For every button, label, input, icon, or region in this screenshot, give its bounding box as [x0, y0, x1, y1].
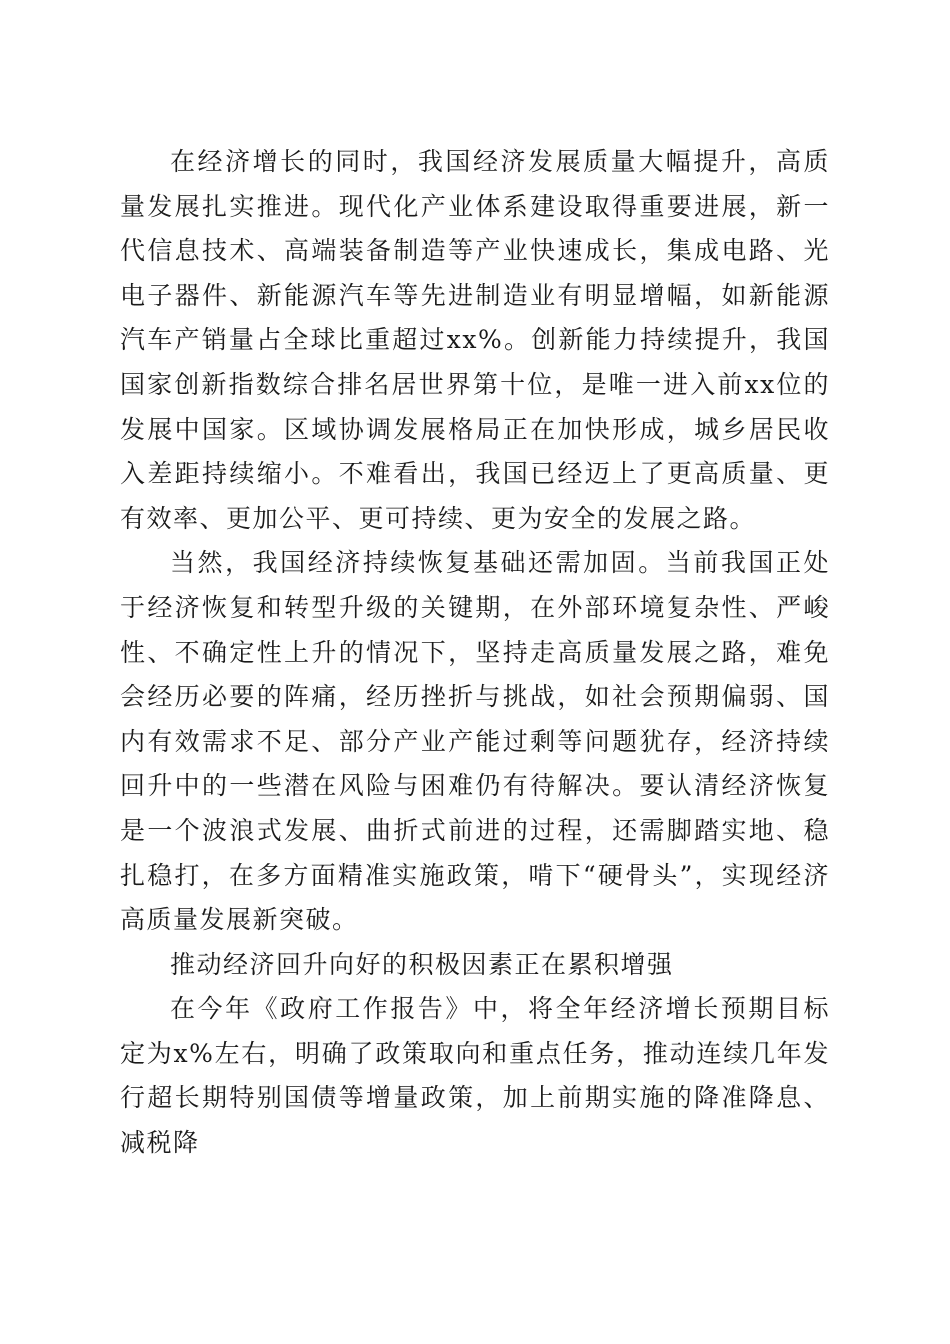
- paragraph-recovery-foundation: 当然，我国经济持续恢复基础还需加固。当前我国正处于经济恢复和转型升级的关键期，在外部环境复杂性、严峻性、不确定性上升的情况下，坚持走高质量发展之路，难免会经历必要的阵痛，经历挫折与挑战，如社会预期偏弱、国内有效需求不足、部分产业产能过剩等问题犹存，经济持续回升中的一些潜在风险与困难仍有待解决。要认清经济恢复是一个波浪式发展、曲折式前进的过程，还需脚踏实地、稳扎稳打，在多方面精准实施政策，啃下“硬骨头”，实现经济高质量发展新突破。: [120, 548, 830, 935]
- document-body: [120, 140, 830, 1166]
- paragraph-government-report: 在今年《政府工作报告》中，将全年经济增长预期目标定为x%左右，明确了政策取向和重点任务，推动连续几年发行超长期特别国债等增量政策，加上前期实施的降准降息、减税降: [120, 994, 830, 1158]
- paragraph-development-quality: 在经济增长的同时，我国经济发展质量大幅提升，高质量发展扎实推进。现代化产业体系建设取得重要进展，新一代信息技术、高端装备制造等产业快速成长，集成电路、光电子器件、新能源汽车等先进制造业有明显增幅，如新能源汽车产销量占全球比重超过xx%。创新能力持续提升，我国国家创新指数综合排名居世界第十位，是唯一进入前xx位的发展中国家。区域协调发展格局正在加快形成，城乡居民收入差距持续缩小。不难看出，我国已经迈上了更高质量、更有效率、更加公平、更可持续、更为安全的发展之路。: [120, 147, 830, 533]
- section-subheading: 推动经济回升向好的积极因素正在累积增强: [170, 949, 674, 979]
